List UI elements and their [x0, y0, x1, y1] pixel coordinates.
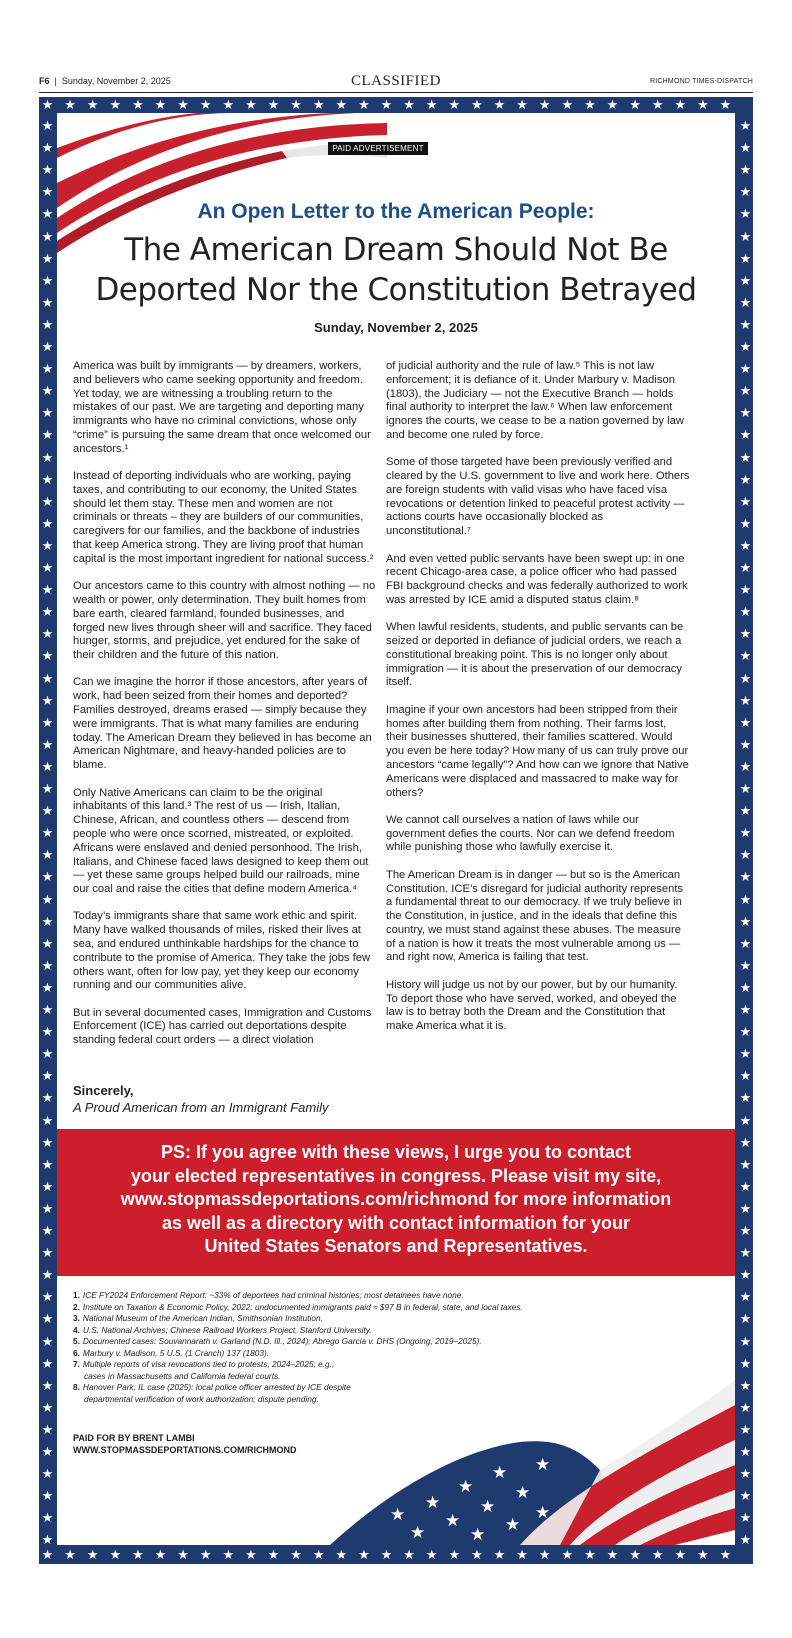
svg-text:★: ★ [445, 1511, 461, 1531]
border-star-icon: ★ [41, 97, 54, 112]
border-star-icon: ★ [109, 1547, 122, 1562]
border-star-icon: ★ [41, 1178, 54, 1194]
border-star-icon: ★ [739, 1245, 752, 1261]
body-paragraph: Some of those targeted have been previously verified and cleared by the U.S. government to live and work here. Others are foreign students with valid visas who have faced visa revocations or detention linked to peaceful protest activity — actions courts have occasionally blocked as unconstitutional.⁷ [386, 456, 690, 538]
border-star-icon: ★ [471, 1547, 483, 1562]
border-star-icon: ★ [41, 449, 54, 465]
border-star-icon: ★ [41, 361, 54, 377]
border-star-icon: ★ [448, 97, 461, 112]
border-star-icon: ★ [403, 1547, 415, 1562]
border-star-icon: ★ [358, 97, 370, 112]
border-star-icon: ★ [739, 670, 752, 686]
border-star-icon: ★ [739, 1223, 752, 1238]
footnote-number: 2. [73, 1301, 80, 1312]
border-star-icon: ★ [739, 316, 752, 332]
border-star-icon: ★ [41, 471, 54, 487]
border-star-icon: ★ [538, 1547, 551, 1562]
border-star-icon: ★ [41, 1200, 54, 1216]
body-paragraph: And even vetted public servants have been swept up: in one recent Chicago-area case, a police officer who had passed FBI background checks and was federally authorized to work was arrested by ICE amid a disputed status claim.⁸ [386, 552, 688, 606]
border-star-icon: ★ [154, 1547, 167, 1562]
page-number: F6 [39, 76, 50, 86]
border-star-icon: ★ [584, 97, 596, 112]
border-star-icon: ★ [41, 1311, 54, 1327]
signoff-closing: Sincerely, [73, 1083, 134, 1098]
border-star-icon: ★ [380, 1547, 393, 1562]
border-star-icon: ★ [41, 847, 54, 863]
border-star-icon: ★ [739, 1156, 752, 1172]
border-star-icon: ★ [739, 1421, 752, 1437]
border-star-icon: ★ [41, 935, 54, 951]
border-star-icon: ★ [312, 97, 325, 112]
border-star-icon: ★ [739, 383, 752, 399]
border-star-icon: ★ [739, 582, 752, 598]
border-star-icon: ★ [335, 1547, 348, 1562]
border-star-icon: ★ [739, 1200, 752, 1216]
footnote-text-continued: departmental verification of work authorization; dispute pending. [84, 1393, 319, 1404]
svg-text:★: ★ [458, 1477, 474, 1497]
border-star-icon: ★ [267, 97, 280, 112]
border-star-icon: ★ [154, 97, 167, 112]
ps-line: PS: If you agree with these views, I urge you to contact [160, 1142, 632, 1162]
footnotes-list [73, 1290, 633, 1405]
border-star-icon: ★ [739, 1134, 752, 1150]
footnote-number: 1. [73, 1290, 80, 1300]
border-star-icon: ★ [739, 1377, 752, 1393]
border-star-icon: ★ [41, 1156, 54, 1172]
border-star-icon: ★ [739, 493, 752, 509]
border-star-icon: ★ [312, 1547, 325, 1562]
border-star-icon: ★ [41, 1547, 54, 1562]
border-star-icon: ★ [674, 97, 687, 112]
svg-text:★: ★ [492, 1463, 508, 1483]
ps-line: www.stopmassdeportations.com/richmond for more information [120, 1189, 672, 1209]
border-star-icon: ★ [41, 736, 54, 752]
border-star-icon: ★ [739, 537, 752, 553]
border-star-icon: ★ [629, 1547, 641, 1562]
border-star-icon: ★ [358, 1547, 370, 1562]
border-star-icon: ★ [739, 803, 752, 819]
border-star-icon: ★ [739, 339, 752, 354]
svg-text:★: ★ [410, 1523, 426, 1543]
border-star-icon: ★ [222, 97, 235, 112]
border-star-icon: ★ [41, 515, 54, 531]
border-star-icon: ★ [41, 316, 54, 332]
headline-title [57, 230, 735, 310]
border-star-icon: ★ [41, 891, 54, 907]
footnote-item [73, 1290, 633, 1302]
ps-message [57, 1141, 735, 1259]
footnote-item [73, 1313, 633, 1325]
svg-text:★: ★ [480, 1497, 496, 1517]
border-star-icon: ★ [41, 1112, 54, 1128]
svg-text:★: ★ [535, 1455, 551, 1475]
border-star-icon: ★ [739, 1311, 752, 1327]
border-star-icon: ★ [629, 97, 641, 112]
border-star-icon: ★ [41, 1002, 54, 1017]
svg-text:★: ★ [470, 1525, 486, 1545]
footnote-text: Documented cases: Souvannarath v. Garland (N.D. Ill., 2024); Abrego Garcia v. DHS (Ongoing, 2019–2025). [82, 1336, 482, 1346]
border-star-icon: ★ [64, 1547, 76, 1562]
border-star-icon: ★ [41, 670, 54, 686]
svg-text:★: ★ [515, 1483, 531, 1503]
border-star-icon: ★ [561, 97, 574, 112]
border-star-icon: ★ [41, 493, 54, 509]
paid-advertisement-badge: PAID ADVERTISEMENT [328, 142, 428, 155]
footnote-item [73, 1359, 633, 1382]
border-star-icon: ★ [739, 1466, 752, 1482]
border-star-icon: ★ [267, 1547, 280, 1562]
border-star-icon: ★ [41, 758, 54, 774]
border-star-icon: ★ [41, 1399, 54, 1415]
border-star-icon: ★ [41, 1046, 54, 1062]
border-star-icon: ★ [380, 97, 393, 112]
border-star-icon: ★ [739, 1399, 752, 1415]
masthead-date: Sunday, November 2, 2025 [61, 76, 171, 86]
border-star-icon: ★ [41, 228, 54, 244]
border-star-icon: ★ [41, 692, 54, 708]
footnote-item [73, 1348, 633, 1360]
border-star-icon: ★ [41, 1355, 54, 1371]
border-star-icon: ★ [41, 560, 54, 575]
body-paragraph: America was built by immigrants — by dreamers, workers, and believers who came seeking opportunity and freedom. Yet today, we are witnessing a troubling return to the mistakes of our past. We are targeting and deporting many immigrants who have no criminal convictions, whose only “crime” is pursuing the same dream that once welcomed our ancestors.¹ [73, 360, 371, 455]
border-star-icon: ★ [222, 1547, 235, 1562]
border-star-icon: ★ [41, 1024, 54, 1040]
border-star-icon: ★ [739, 604, 752, 620]
border-star-icon: ★ [86, 1547, 99, 1562]
border-star-icon: ★ [245, 1547, 257, 1562]
body-paragraph: When lawful residents, students, and public servants can be seized or deported in defiance of judicial orders, we reach a constitutional breaking point. This is no longer only about immigration — it is about the preservation of our democracy itself. [386, 621, 684, 689]
border-star-icon: ★ [199, 1547, 212, 1562]
footnote-item [73, 1302, 633, 1314]
border-star-icon: ★ [41, 648, 54, 664]
border-star-icon: ★ [41, 1532, 54, 1548]
border-star-icon: ★ [41, 714, 54, 730]
footnote-text: National Museum of the American Indian, Smithsonian Institution. [82, 1313, 323, 1323]
body-paragraph: We cannot call ourselves a nation of laws while our government defies the courts. Nor can we defend freedom while punishing those who lawfully exercise it. [386, 813, 675, 854]
border-star-icon: ★ [41, 206, 54, 222]
border-star-icon: ★ [41, 1090, 54, 1106]
border-star-icon: ★ [739, 935, 752, 951]
border-star-icon: ★ [739, 1090, 752, 1106]
border-star-icon: ★ [177, 97, 189, 112]
ps-line: your elected representatives in congress. Please visit my site, [130, 1165, 662, 1186]
headline-title-line: The American Dream Should Not Be [124, 232, 668, 268]
border-star-icon: ★ [739, 1444, 752, 1459]
publication-name: RICHMOND TIMES-DISPATCH [650, 78, 753, 85]
border-star-icon: ★ [41, 1466, 54, 1482]
border-star-icon: ★ [403, 97, 415, 112]
border-star-icon: ★ [41, 383, 54, 399]
body-paragraph: History will judge us not by our power, but by our humanity. To deport those who have served, worked, and obeyed the law is to betray both the Dream and the Constitution that make America what it is. [386, 978, 678, 1033]
border-star-icon: ★ [335, 97, 348, 112]
border-star-icon: ★ [41, 1488, 54, 1504]
border-star-icon: ★ [739, 957, 752, 973]
border-star-icon: ★ [739, 626, 752, 642]
border-star-icon: ★ [41, 294, 54, 310]
border-star-icon: ★ [41, 1289, 54, 1305]
border-star-icon: ★ [199, 97, 212, 112]
border-star-icon: ★ [41, 1377, 54, 1393]
border-star-icon: ★ [739, 648, 752, 664]
border-star-icon: ★ [739, 979, 752, 995]
body-paragraph: Can we imagine the horror if those ancestors, after years of work, had been seized from their homes and deported? Families destroyed, dreams erased — simply because they were immigrants. That is what many families are enduring today. The American Dream they believed in has become an American Nightmare, and heavy-handed policies are to blame. [73, 676, 372, 772]
border-star-icon: ★ [41, 1068, 54, 1084]
border-star-icon: ★ [41, 957, 54, 973]
border-star-icon: ★ [41, 1421, 54, 1437]
border-star-icon: ★ [739, 781, 752, 796]
border-star-icon: ★ [516, 1547, 528, 1562]
border-star-icon: ★ [739, 1532, 752, 1548]
border-star-icon: ★ [739, 560, 752, 575]
border-star-icon: ★ [109, 97, 122, 112]
border-star-icon: ★ [41, 1134, 54, 1150]
body-paragraph: Today’s immigrants share that same work ethic and spirit. Many have walked thousands of miles, risked their lives at sea, and endured unthinkable hardships for the chance to contribute to the promise of America. They take the jobs few others want, often for low pay, yet they keep our economy running and our communities alive. [73, 910, 371, 992]
svg-text:★: ★ [425, 1493, 441, 1513]
border-star-icon: ★ [41, 582, 54, 598]
border-star-icon: ★ [41, 118, 54, 133]
border-star-icon: ★ [739, 692, 752, 708]
border-star-icon: ★ [739, 869, 752, 885]
border-star-icon: ★ [41, 339, 54, 354]
border-star-icon: ★ [739, 714, 752, 730]
border-star-icon: ★ [651, 97, 664, 112]
border-star-icon: ★ [697, 1547, 709, 1562]
body-paragraph: of judicial authority and the rule of law.⁵ This is not law enforcement; it is defiance of it. Under Marbury v. Madison (1803), the Judiciary — not the Executive Branch — holds final authority to interpret the law.⁶ When law enforcement ignores the courts, we cease to be a nation governed by law and become one ruled by force. [386, 360, 684, 441]
svg-text:★: ★ [390, 1505, 406, 1525]
border-star-icon: ★ [41, 1245, 54, 1261]
footnote-item [73, 1382, 633, 1405]
border-star-icon: ★ [739, 272, 752, 288]
border-star-icon: ★ [739, 913, 752, 929]
border-star-icon: ★ [41, 1510, 54, 1526]
footnote-item [73, 1325, 633, 1337]
section-name: CLASSIFIED [350, 73, 441, 89]
footnote-text-continued: cases in Massachusetts and California federal courts. [84, 1370, 281, 1381]
border-star-icon: ★ [471, 97, 483, 112]
border-star-icon: ★ [493, 97, 506, 112]
footnote-number: 5. [73, 1336, 80, 1346]
border-star-icon: ★ [739, 736, 752, 752]
border-star-icon: ★ [425, 1547, 438, 1562]
border-star-icon: ★ [41, 1223, 54, 1238]
body-paragraph: Instead of deporting individuals who are working, paying taxes, and contributing to our economy, the United States should let them stay. These men and women are not criminals or threats – they are builders of our communities, caregivers for our families, and the backbone of industries that keep America strong. They are living proof that human capital is the most important ingredient for national success.² [73, 470, 374, 565]
paid-for-by [73, 1432, 297, 1456]
svg-text:★: ★ [535, 1503, 551, 1523]
headline-kicker: An Open Letter to the American People: [197, 200, 595, 223]
border-star-icon: ★ [739, 427, 752, 443]
border-star-icon: ★ [245, 97, 257, 112]
border-star-icon: ★ [719, 97, 732, 112]
border-star-icon: ★ [739, 140, 752, 156]
body-column-left [73, 360, 378, 1062]
border-star-icon: ★ [739, 1002, 752, 1017]
border-star-icon: ★ [86, 97, 99, 112]
border-star-icon: ★ [41, 427, 54, 443]
border-star-icon: ★ [448, 1547, 461, 1562]
border-star-icon: ★ [64, 97, 76, 112]
footnote-item [73, 1336, 633, 1348]
masthead-folio: F6 | Sunday, November 2, 2025 [39, 76, 171, 86]
border-star-icon: ★ [41, 1333, 54, 1349]
border-star-icon: ★ [739, 847, 752, 863]
border-star-icon: ★ [493, 1547, 506, 1562]
border-star-icon: ★ [606, 1547, 619, 1562]
border-star-icon: ★ [651, 1547, 664, 1562]
border-star-icon: ★ [606, 97, 619, 112]
border-star-icon: ★ [739, 1178, 752, 1194]
border-star-icon: ★ [739, 361, 752, 377]
border-star-icon: ★ [538, 97, 551, 112]
border-star-icon: ★ [739, 891, 752, 907]
border-star-icon: ★ [697, 97, 709, 112]
border-star-icon: ★ [132, 97, 144, 112]
footnote-number: 8. [73, 1382, 80, 1392]
border-star-icon: ★ [739, 118, 752, 133]
footnote-number: 3. [73, 1313, 80, 1323]
border-star-icon: ★ [41, 140, 54, 156]
border-star-icon: ★ [41, 162, 54, 178]
border-star-icon: ★ [177, 1547, 189, 1562]
border-star-icon: ★ [739, 294, 752, 310]
border-star-icon: ★ [41, 1444, 54, 1459]
border-star-icon: ★ [425, 97, 438, 112]
body-paragraph: Imagine if your own ancestors had been stripped from their homes after building them from nothing. Their farms lost, their businesses shuttered, their families scattered. Would you even be here today? How many of us can truly prove our ancestors “came legally”? And how can we ignore that Native Americans were displaced and massacred to make way for others? [386, 703, 689, 799]
headline-title-line: Deported Nor the Constitution Betrayed [95, 272, 697, 308]
page-masthead [39, 73, 753, 93]
border-star-icon: ★ [739, 825, 752, 841]
footnote-text: U.S. National Archives; Chinese Railroad Workers Project, Stanford University. [82, 1324, 372, 1335]
border-star-icon: ★ [739, 1112, 752, 1128]
border-star-icon: ★ [41, 537, 54, 553]
paid-for-by-name: PAID FOR BY BRENT LAMBI [73, 1433, 195, 1443]
border-star-icon: ★ [739, 1068, 752, 1084]
border-star-icon: ★ [41, 184, 54, 200]
border-star-icon: ★ [739, 1267, 752, 1283]
border-star-icon: ★ [41, 1267, 54, 1283]
footnote-text: Institute on Taxation & Economic Policy, 2022: undocumented immigrants paid ≈ $97 B in federal, state, and local taxes. [82, 1301, 523, 1312]
svg-text:★: ★ [505, 1515, 521, 1535]
border-star-icon: ★ [739, 1024, 752, 1040]
border-star-icon: ★ [739, 162, 752, 178]
border-star-icon: ★ [739, 1355, 752, 1371]
footnote-text: ICE FY2024 Enforcement Report: ~33% of deportees had criminal histories; most detainees have none. [82, 1290, 464, 1300]
ps-line: as well as a directory with contact information for your [161, 1212, 631, 1233]
border-star-icon: ★ [739, 228, 752, 244]
border-star-icon: ★ [41, 913, 54, 929]
border-star-icon: ★ [41, 626, 54, 642]
border-star-icon: ★ [41, 272, 54, 288]
body-paragraph: The American Dream is in danger — but so is the American Constitution. ICE’s disregard for judicial authority represents a fundamental threat to our democracy. If we truly believe in the Constitution, in justice, and in the ideals that define this country, we must stand against these abuses. The measure of a nation is how it treats the most vulnerable among us — and right now, America is failing that test. [386, 868, 684, 964]
border-star-icon: ★ [41, 781, 54, 796]
border-star-icon: ★ [739, 758, 752, 774]
footnote-number: 4. [73, 1324, 80, 1335]
signoff-signature: A Proud American from an Immigrant Family [73, 1100, 329, 1115]
body-column-right [386, 360, 691, 1047]
border-star-icon: ★ [739, 449, 752, 465]
border-star-icon: ★ [132, 1547, 144, 1562]
border-star-icon: ★ [739, 250, 752, 266]
border-star-icon: ★ [41, 803, 54, 819]
border-star-icon: ★ [739, 1289, 752, 1305]
border-star-icon: ★ [584, 1547, 596, 1562]
footnote-text: Marbury v. Madison, 5 U.S. (1 Cranch) 137 (1803). [82, 1347, 270, 1358]
border-star-icon: ★ [41, 825, 54, 841]
border-star-icon: ★ [41, 250, 54, 266]
letter-date: Sunday, November 2, 2025 [314, 320, 478, 335]
border-star-icon: ★ [290, 97, 302, 112]
border-star-icon: ★ [290, 1547, 302, 1562]
footnote-text: Hanover Park, IL case (2025): local police officer arrested by ICE despite [82, 1382, 351, 1392]
footnote-number: 6. [73, 1347, 80, 1358]
border-star-icon: ★ [41, 979, 54, 995]
border-star-icon: ★ [739, 1046, 752, 1062]
border-star-icon: ★ [41, 405, 54, 421]
body-paragraph: Only Native Americans can claim to be the original inhabitants of this land.³ The rest of us — Irish, Italian, Chinese, African, and countless others — descend from people who were once scorned, mistreated, or exploited. Africans were enslaved and denied personhood. The Irish, Italians, and Chinese faced laws designed to keep them out — yet these same groups helped build our railroads, mine our coal and raise the cities that define modern America.⁴ [73, 786, 369, 896]
footnote-number: 7. [73, 1359, 80, 1369]
paid-for-by-url: WWW.STOPMASSDEPORTATIONS.COM/RICHMOND [73, 1445, 297, 1455]
border-star-icon: ★ [739, 471, 752, 487]
signoff [73, 1082, 329, 1116]
border-star-icon: ★ [516, 97, 528, 112]
body-paragraph: Our ancestors came to this country with almost nothing — no wealth or power, only determination. They built homes from bare earth, cleared farmland, founded businesses, and forged new lives through sheer will and sacrifice. They faced hunger, storms, and prejudice, yet endured for the sake of their children and the future of this nation. [73, 580, 376, 662]
ps-line: United States Senators and Representatives. [204, 1236, 588, 1256]
border-star-icon: ★ [41, 869, 54, 885]
body-paragraph: But in several documented cases, Immigration and Customs Enforcement (ICE) has carried out deportations despite standing federal court orders — a direct violation [73, 1006, 372, 1047]
footnote-text: Multiple reports of visa revocations tied to protests, 2024–2025; e.g., [82, 1359, 335, 1369]
border-star-icon: ★ [739, 1333, 752, 1349]
border-star-icon: ★ [739, 1510, 752, 1526]
border-star-icon: ★ [739, 1488, 752, 1504]
border-star-icon: ★ [739, 405, 752, 421]
border-star-icon: ★ [719, 1547, 732, 1562]
border-star-icon: ★ [674, 1547, 687, 1562]
border-star-icon: ★ [739, 184, 752, 200]
border-star-icon: ★ [561, 1547, 574, 1562]
border-star-icon: ★ [41, 604, 54, 620]
border-star-icon: ★ [739, 206, 752, 222]
border-star-icon: ★ [739, 515, 752, 531]
